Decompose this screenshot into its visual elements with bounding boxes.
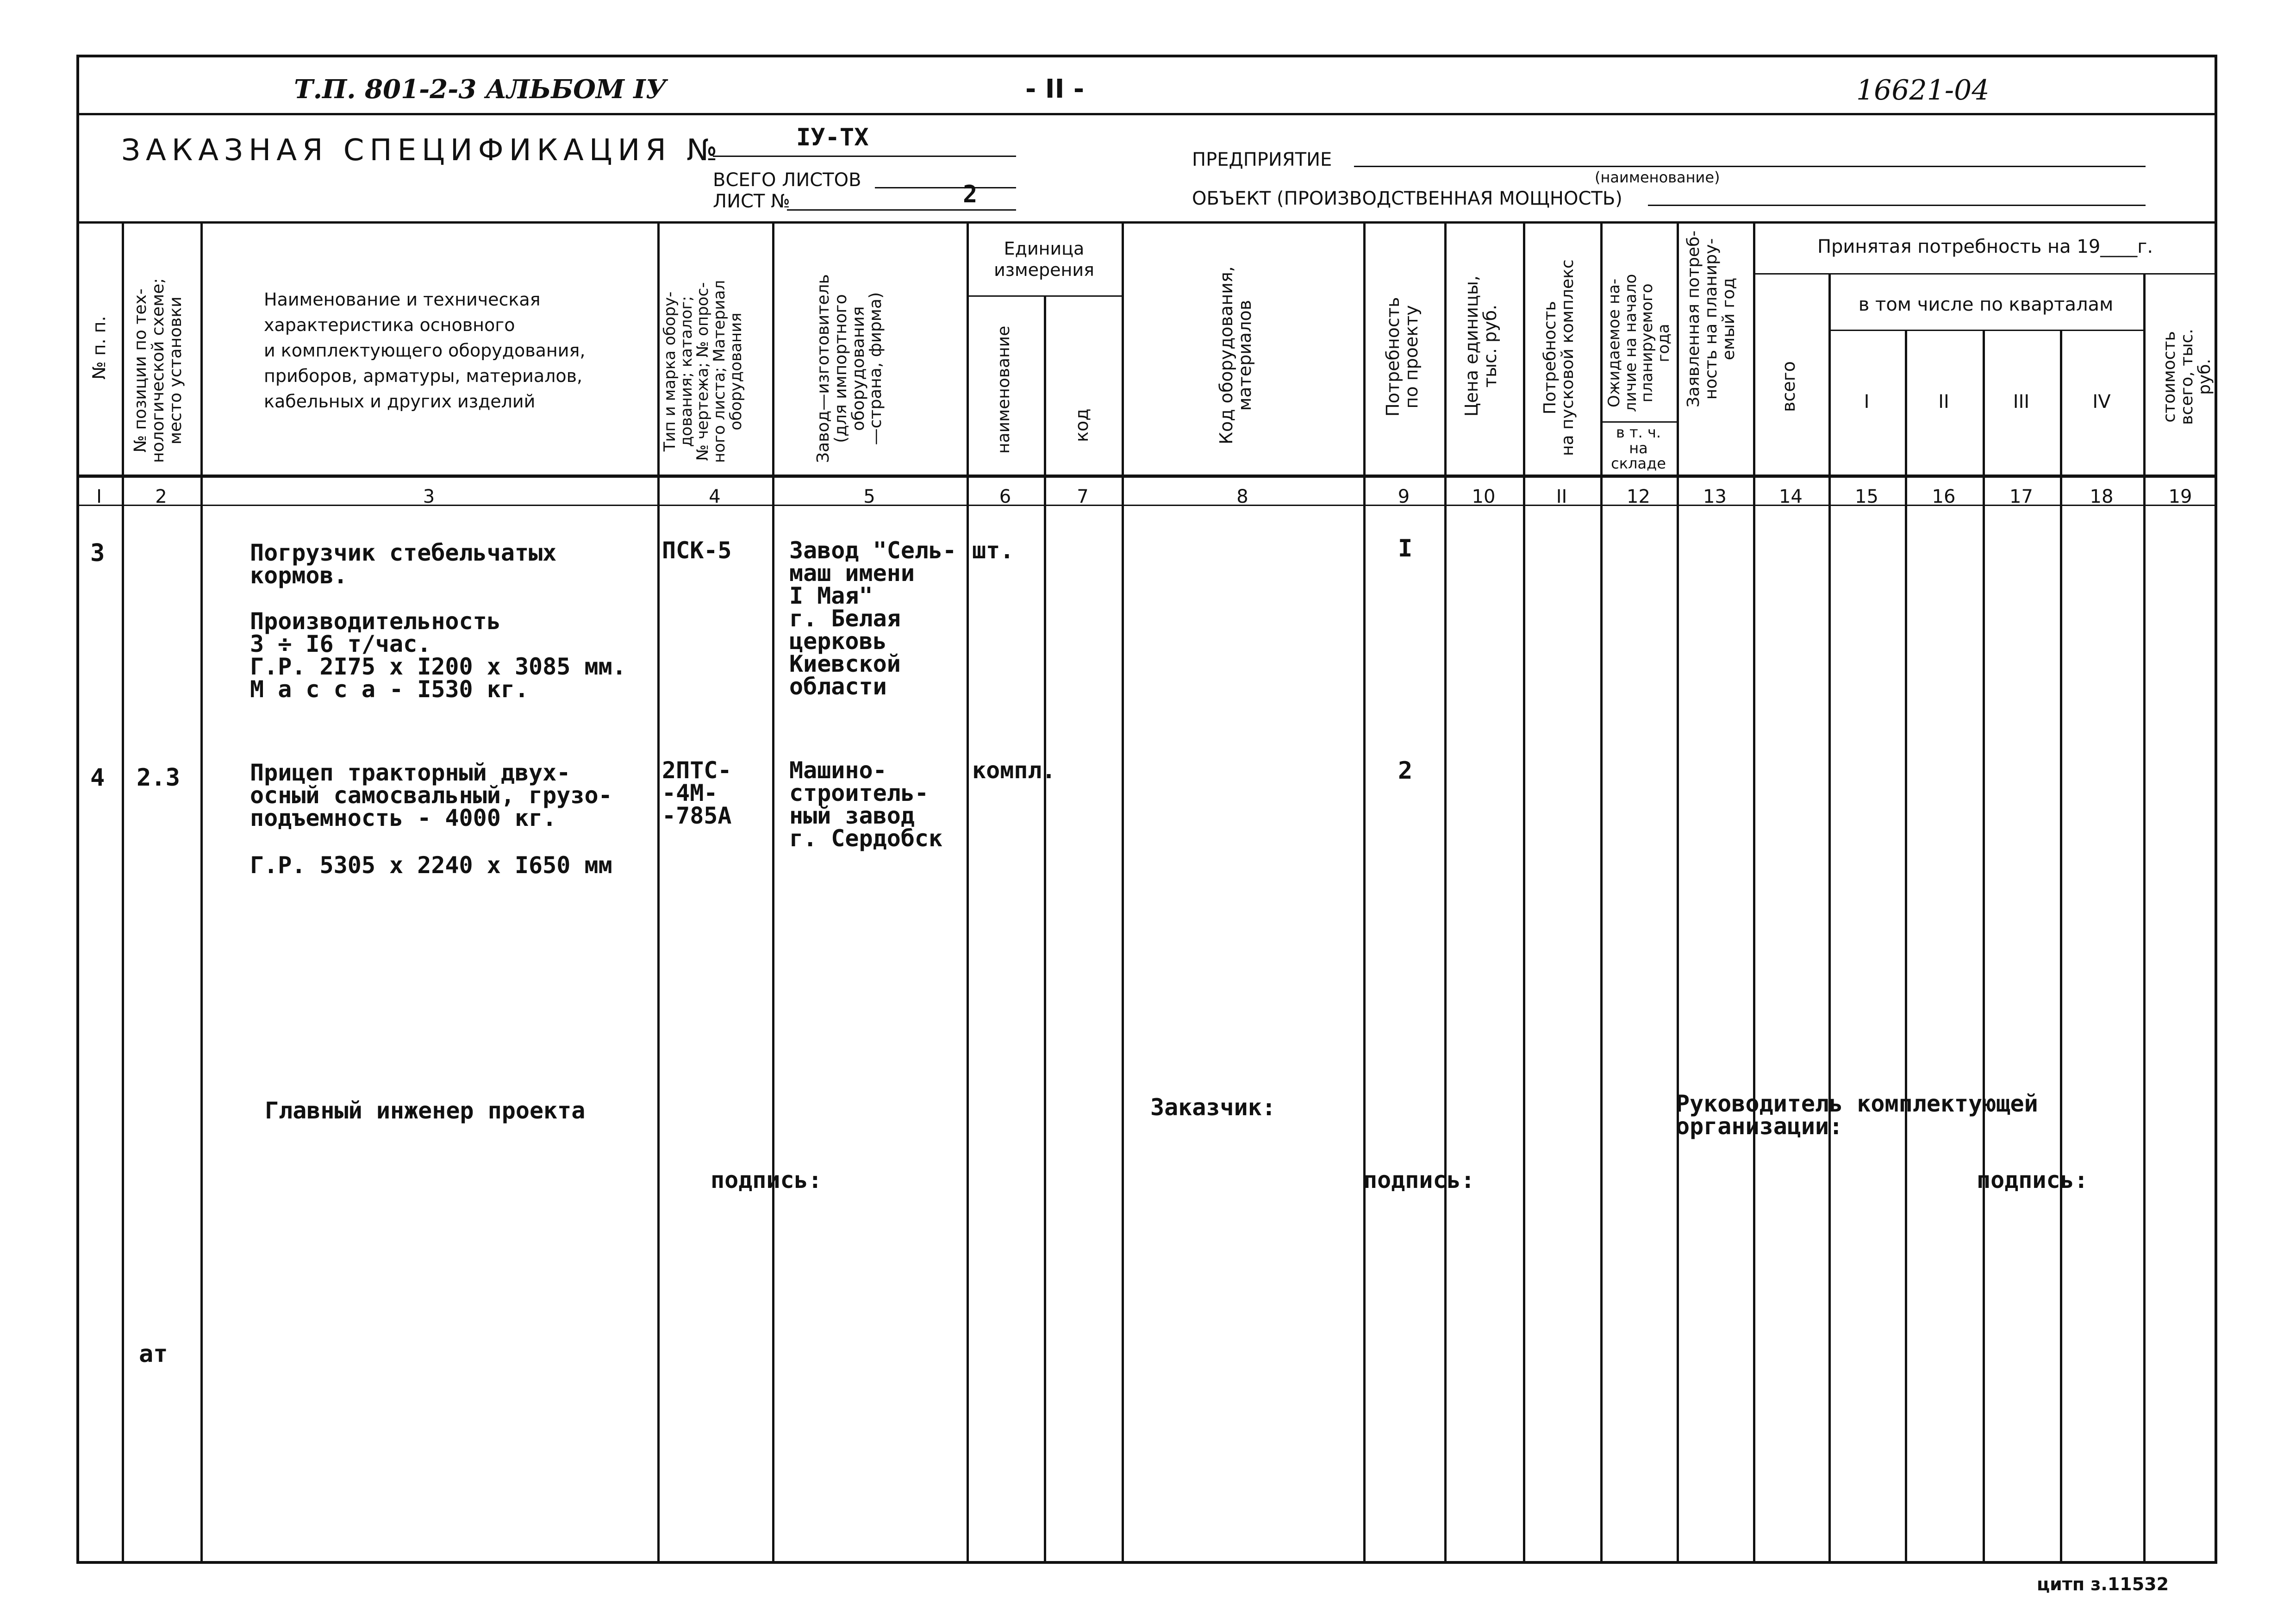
sheet-number: 2 (963, 181, 978, 208)
footer-code: цитп з.11532 (2037, 1574, 2169, 1594)
margin-mark: ат (139, 1340, 168, 1368)
col-number: 16 (1932, 486, 1956, 507)
col-header-12: Ожидаемое на- личие на начало планируемого года (1605, 274, 1673, 412)
sheets-line (875, 187, 1016, 188)
col-line-4 (772, 221, 774, 1564)
col-header-14: всего (1778, 361, 1799, 412)
col-number: II (1556, 486, 1567, 507)
col-header-7: код (1072, 408, 1092, 442)
document-number: 16621-04 (1856, 74, 1990, 106)
row-number: 4 (90, 764, 105, 792)
col-line-9 (1444, 221, 1447, 1564)
enterprise-line (1354, 166, 2146, 167)
quarter-header-4: IV (2092, 391, 2111, 412)
col-line-14 (1828, 273, 1831, 1564)
col-number: 8 (1236, 486, 1248, 507)
col-header-3: Наименование и техническая характеристика основного и комплектующего оборудования, приборов, арматуры, материалов, кабельных и других изделий (264, 289, 586, 412)
supplier-org-label: Руководитель комплектующей организации: (1676, 1090, 2038, 1140)
col-number: 7 (1077, 486, 1089, 507)
row-qty: I (1398, 535, 1413, 562)
quarters-header: в том числе по кварталам (1858, 294, 2114, 315)
object-line (1648, 205, 2146, 206)
col-line-11 (1600, 221, 1603, 1564)
spec-title: ЗАКАЗНАЯ СПЕЦИФИКАЦИЯ № (121, 133, 723, 168)
col-line-18 (2143, 273, 2146, 1564)
row-name: Погрузчик стебельчатых кормов. (250, 539, 557, 589)
colheader-divider (76, 475, 2217, 478)
col-number: 15 (1855, 486, 1878, 507)
col-number: 10 (1472, 486, 1496, 507)
col-number: I (96, 486, 102, 507)
row-characteristics: Производительность 3 ÷ I6 т/час. Г.Р. 2I75 х I200 х 3085 мм. М а с с а - I530 кг. (250, 608, 626, 703)
col-line-10 (1523, 221, 1525, 1564)
signature-label-2: подпись: (1363, 1167, 1475, 1193)
signature-label-1: подпись: (711, 1167, 822, 1193)
sheet-label: ЛИСТ № (713, 191, 790, 212)
spec-number: IУ-ТХ (796, 124, 869, 151)
col-line-8 (1363, 221, 1366, 1564)
col-header-5: Завод—изготовитель (для импортного оборудования —страна, фирма) (814, 274, 886, 463)
col-header-4: Тип и марка обору- дования; каталог; № чертежа; № опрос- ного листа; Материал оборудования (661, 280, 745, 463)
col-line-13 (1753, 221, 1755, 1564)
unit-group-header: Единица измерения (994, 238, 1094, 280)
row-name: Прицеп тракторный двух- осный самосвальный, грузо- подъемность - 4000 кг. (250, 759, 612, 831)
col-line-15 (1905, 330, 1907, 1564)
col-header-6: наименование (994, 325, 1013, 454)
signature-label-3: подпись: (1977, 1167, 2088, 1193)
quarter-header-1: I (1864, 391, 1870, 412)
row-position: 2.3 (137, 764, 180, 792)
col-number: 13 (1703, 486, 1727, 507)
col-number: 19 (2168, 486, 2192, 507)
col-number: 12 (1627, 486, 1650, 507)
object-label: ОБЪЕКТ (ПРОИЗВОДСТВЕННАЯ МОЩНОСТЬ) (1192, 188, 1622, 209)
row-unit: шт. (972, 537, 1014, 564)
quarter-header-3: III (2013, 391, 2030, 412)
accepted-header: Принятая потребность на 19____г. (1817, 236, 2153, 257)
quarter-header-2: II (1938, 391, 1949, 412)
album-label: Т.П. 801-2-3 АЛЬБОМ IУ (294, 74, 667, 105)
col-number: 18 (2090, 486, 2114, 507)
col-line-2 (200, 221, 203, 1564)
col-header-2: № позиции по тех- нологической схеме; место установки (131, 278, 185, 463)
spec-number-line (713, 156, 1016, 157)
page-number: - II - (1025, 74, 1085, 104)
col-line-12 (1677, 221, 1679, 1564)
row-maker: Завод "Сель- маш имени I Мая" г. Белая церковь Киевской области (789, 537, 957, 700)
row-qty: 2 (1398, 757, 1413, 785)
col-number: 6 (999, 486, 1011, 507)
quarters-subline (1828, 330, 2143, 331)
sheet-line (787, 209, 1016, 211)
col-line-7 (1122, 221, 1124, 1564)
enterprise-label: ПРЕДПРИЯТИЕ (1192, 149, 1332, 170)
naming-hint: (наименование) (1595, 169, 1720, 186)
row-type: 2ПТС- -4М- -785А (662, 757, 732, 829)
col-line-16 (1983, 330, 1985, 1564)
col-header-13: Заявленная потреб- ность на планиру- емый год (1684, 230, 1738, 407)
row-number: 3 (90, 539, 105, 567)
col-line-17 (2060, 330, 2062, 1564)
row-type: ПСК-5 (662, 537, 732, 564)
customer-label: Заказчик: (1150, 1094, 1276, 1121)
stock-subline (1600, 421, 1677, 423)
header-divider (76, 113, 2217, 115)
col-number: 3 (423, 486, 435, 507)
col-number: 9 (1398, 486, 1410, 507)
col-header-12-sub: в т. ч. на складе (1611, 424, 1666, 473)
accepted-subline (1753, 273, 2217, 275)
col-number: 17 (2009, 486, 2033, 507)
col-line-6 (1044, 295, 1046, 1564)
col-header-10: Цена единицы, тыс. руб. (1461, 275, 1500, 417)
col-line-3 (657, 221, 660, 1564)
col-number: 4 (709, 486, 721, 507)
col-header-1: № п. п. (89, 316, 109, 380)
title-divider (76, 221, 2217, 224)
col-number: 2 (155, 486, 167, 507)
sheets-label: ВСЕГО ЛИСТОВ (713, 169, 861, 191)
col-header-11: Потребность на пусковой комплекс (1541, 259, 1577, 456)
col-number: 5 (863, 486, 875, 507)
row-maker: Машино- строитель- ный завод г. Сердобск (789, 757, 943, 852)
row-characteristics: Г.Р. 5305 х 2240 х I650 мм (250, 852, 612, 879)
col-line-1 (122, 221, 124, 1564)
col-header-19: стоимость всего, тыс. руб. (2160, 329, 2214, 425)
chief-engineer-label: Главный инженер проекта (265, 1097, 586, 1124)
col-line-5 (967, 221, 969, 1564)
col-header-8: Код оборудования, материалов (1216, 266, 1255, 444)
col-header-9: Потребность по проекту (1383, 297, 1422, 417)
row-unit: компл. (972, 757, 1056, 784)
col-number: 14 (1779, 486, 1803, 507)
